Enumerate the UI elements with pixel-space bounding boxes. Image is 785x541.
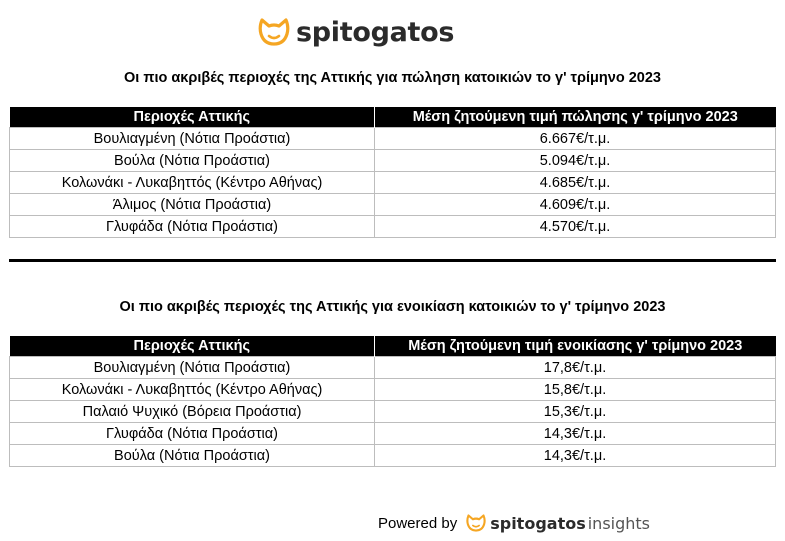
price-cell: 4.685€/τ.μ. xyxy=(375,172,776,194)
cat-face-icon xyxy=(466,514,486,532)
table-row xyxy=(10,423,776,445)
column-header-area: Περιοχές Αττικής xyxy=(10,336,375,357)
area-cell: Κολωνάκι - Λυκαβηττός (Κέντρο Αθήνας) xyxy=(10,172,375,194)
column-header-price: Μέση ζητούμενη τιμή ενοικίασης γ' τρίμηνο 2023 xyxy=(375,336,776,357)
area-cell: Άλιμος (Νότια Προάστια) xyxy=(10,194,375,216)
price-cell: 4.570€/τ.μ. xyxy=(375,216,776,238)
section-divider xyxy=(9,259,776,262)
area-cell: Παλαιό Ψυχικό (Βόρεια Προάστια) xyxy=(10,401,375,423)
area-cell: Γλυφάδα (Νότια Προάστια) xyxy=(10,423,375,445)
footer-brand-suffix: insights xyxy=(587,513,651,533)
table-header-row xyxy=(10,107,776,128)
area-cell: Βουλιαγμένη (Νότια Προάστια) xyxy=(10,357,375,379)
price-cell: 5.094€/τ.μ. xyxy=(375,150,776,172)
table-row xyxy=(10,194,776,216)
table-row xyxy=(10,128,776,150)
price-cell: 14,3€/τ.μ. xyxy=(375,423,776,445)
table-row xyxy=(10,379,776,401)
table-row xyxy=(10,150,776,172)
brand-wordmark: spitogatos xyxy=(296,16,455,48)
area-cell: Βούλα (Νότια Προάστια) xyxy=(10,150,375,172)
area-cell: Βουλιαγμένη (Νότια Προάστια) xyxy=(10,128,375,150)
powered-by-label: Powered by xyxy=(378,514,458,532)
rent-prices-table xyxy=(9,336,776,467)
table-header-row xyxy=(10,336,776,357)
price-cell: 6.667€/τ.μ. xyxy=(375,128,776,150)
rent-table-title: Οι πιο ακριβές περιοχές της Αττικής για ενοικίαση κατοικιών το γ' τρίμηνο 2023 xyxy=(119,299,666,315)
area-cell: Βούλα (Νότια Προάστια) xyxy=(10,445,375,467)
powered-by-footer xyxy=(378,510,650,536)
table-row xyxy=(10,216,776,238)
table-row xyxy=(10,401,776,423)
spitogatos-logo xyxy=(258,12,454,52)
price-cell: 14,3€/τ.μ. xyxy=(375,445,776,467)
area-cell: Κολωνάκι - Λυκαβηττός (Κέντρο Αθήνας) xyxy=(10,379,375,401)
price-cell: 4.609€/τ.μ. xyxy=(375,194,776,216)
price-cell: 15,3€/τ.μ. xyxy=(375,401,776,423)
price-cell: 15,8€/τ.μ. xyxy=(375,379,776,401)
column-header-price: Μέση ζητούμενη τιμή πώλησης γ' τρίμηνο 2023 xyxy=(375,107,776,128)
footer-brand-wordmark: spitogatos xyxy=(490,513,586,533)
column-header-area: Περιοχές Αττικής xyxy=(10,107,375,128)
sale-table-title: Οι πιο ακριβές περιοχές της Αττικής για πώληση κατοικιών το γ' τρίμηνο 2023 xyxy=(124,70,661,86)
table-row xyxy=(10,357,776,379)
table-row xyxy=(10,172,776,194)
price-cell: 17,8€/τ.μ. xyxy=(375,357,776,379)
area-cell: Γλυφάδα (Νότια Προάστια) xyxy=(10,216,375,238)
table-row xyxy=(10,445,776,467)
sale-prices-table xyxy=(9,107,776,238)
cat-face-icon xyxy=(258,18,290,46)
